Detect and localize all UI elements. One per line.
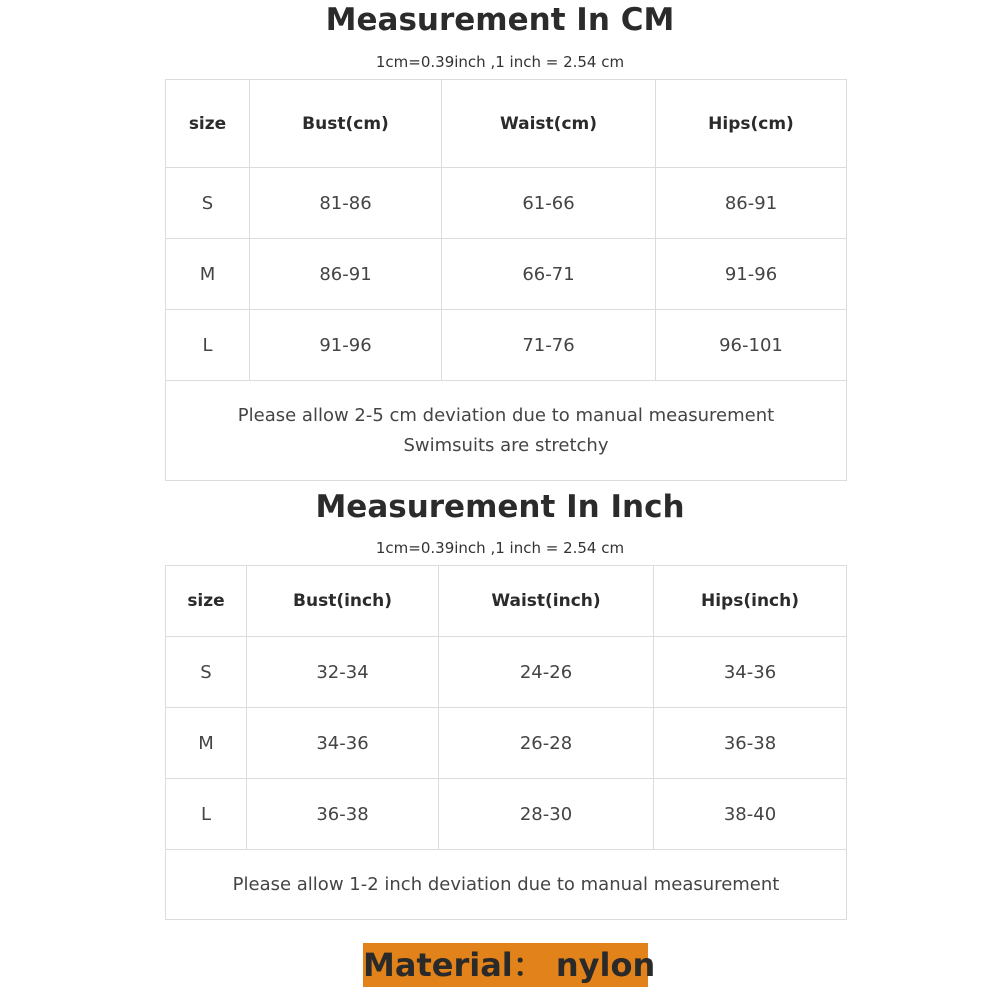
cell-waist: 28-30 <box>439 779 654 850</box>
cell-hips: 36-38 <box>654 708 847 779</box>
table-note-row <box>166 850 847 920</box>
cell-waist: 26-28 <box>439 708 654 779</box>
cell-size: M <box>166 239 250 310</box>
header-waist: Waist(cm) <box>442 80 656 168</box>
table-row <box>166 310 847 381</box>
table-note-row <box>166 381 847 481</box>
header-size: size <box>166 566 247 637</box>
inch-conversion-note: 1cm=0.39inch ,1 inch = 2.54 cm <box>375 539 625 557</box>
cell-hips: 38-40 <box>654 779 847 850</box>
cell-waist: 61-66 <box>442 168 656 239</box>
cell-hips: 96-101 <box>656 310 847 381</box>
cm-conversion-note: 1cm=0.39inch ,1 inch = 2.54 cm <box>375 53 625 71</box>
cell-waist: 24-26 <box>439 637 654 708</box>
cell-waist: 71-76 <box>442 310 656 381</box>
inch-section-title: Measurement In Inch <box>315 489 685 525</box>
table-row <box>166 239 847 310</box>
cell-waist: 66-71 <box>442 239 656 310</box>
cm-size-table <box>165 79 847 481</box>
header-waist: Waist(inch) <box>439 566 654 637</box>
deviation-note-line: Please allow 2-5 cm deviation due to manual measurement <box>237 404 775 426</box>
cell-size: M <box>166 708 247 779</box>
cell-bust: 34-36 <box>247 708 439 779</box>
stretch-note-line: Swimsuits are stretchy <box>403 434 609 456</box>
cell-hips: 34-36 <box>654 637 847 708</box>
cell-hips: 91-96 <box>656 239 847 310</box>
header-size: size <box>166 80 250 168</box>
inch-size-table <box>165 565 847 920</box>
cell-size: S <box>166 168 250 239</box>
cell-size: S <box>166 637 247 708</box>
table-row <box>166 637 847 708</box>
deviation-note <box>166 850 847 920</box>
header-bust: Bust(inch) <box>247 566 439 637</box>
material-badge: Material： nylon <box>363 943 648 987</box>
cell-bust: 81-86 <box>250 168 442 239</box>
cell-size: L <box>166 779 247 850</box>
cell-bust: 32-34 <box>247 637 439 708</box>
table-header-row <box>166 566 847 637</box>
deviation-note-line: Please allow 1-2 inch deviation due to manual measurement <box>232 873 780 895</box>
cell-bust: 86-91 <box>250 239 442 310</box>
cell-bust: 91-96 <box>250 310 442 381</box>
table-row <box>166 168 847 239</box>
cell-bust: 36-38 <box>247 779 439 850</box>
table-header-row <box>166 80 847 168</box>
header-hips: Hips(inch) <box>654 566 847 637</box>
header-bust: Bust(cm) <box>250 80 442 168</box>
table-row <box>166 779 847 850</box>
deviation-note <box>166 381 847 481</box>
header-hips: Hips(cm) <box>656 80 847 168</box>
table-row <box>166 708 847 779</box>
cell-hips: 86-91 <box>656 168 847 239</box>
cell-size: L <box>166 310 250 381</box>
cm-section-title: Measurement In CM <box>325 2 675 38</box>
